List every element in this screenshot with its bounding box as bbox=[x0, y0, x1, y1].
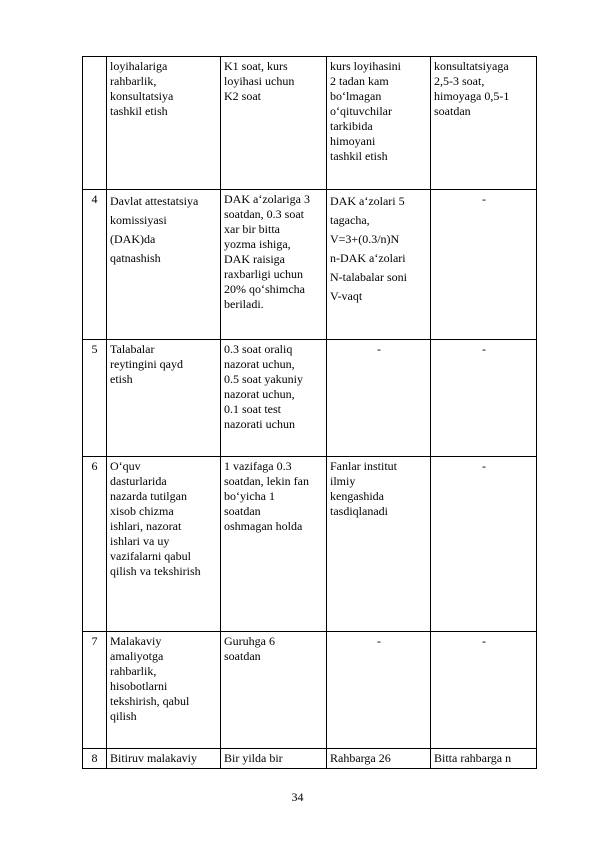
activity-cell: Malakaviy amaliyotga rahbarlik, hisobotlarni tekshirish, qabul qilish bbox=[107, 632, 221, 749]
activity-cell: O‘quv dasturlarida nazarda tutilgan xisob chizma ishlari, nazorat ishlari va uy vazifalarni qabul qilish va tekshirish bbox=[107, 457, 221, 632]
extra-cell: - bbox=[431, 632, 537, 749]
note-cell: DAK a‘zolari 5 tagacha, V=3+(0.3/n)N n-DAK a‘zolari N-talabalar soni V-vaqt bbox=[327, 190, 431, 340]
activity-cell: Talabalar reytingini qayd etish bbox=[107, 340, 221, 457]
extra-cell: - bbox=[431, 190, 537, 340]
norm-cell: 1 vazifaga 0.3 soatdan, lekin fan bo‘yicha 1 soatdan oshmagan holda bbox=[221, 457, 327, 632]
extra-cell: - bbox=[431, 457, 537, 632]
row-number: 7 bbox=[83, 632, 107, 749]
page-number: 34 bbox=[291, 790, 304, 804]
note-cell: - bbox=[327, 632, 431, 749]
extra-cell: konsultatsiyaga 2,5-3 soat, himoyaga 0,5-1 soatdan bbox=[431, 57, 537, 190]
norm-cell: K1 soat, kurs loyihasi uchun K2 soat bbox=[221, 57, 327, 190]
note-cell: - bbox=[327, 340, 431, 457]
table-row bbox=[83, 632, 537, 749]
row-number: 4 bbox=[83, 190, 107, 340]
table-row bbox=[83, 749, 537, 769]
note-cell: kurs loyihasini 2 tadan kam bo‘lmagan o‘qituvchilar tarkibida himoyani tashkil etish bbox=[327, 57, 431, 190]
note-cell: Rahbarga 26 bbox=[327, 749, 431, 769]
table-row bbox=[83, 57, 537, 190]
row-number: 6 bbox=[83, 457, 107, 632]
activity-cell: loyihalariga rahbarlik, konsultatsiya tashkil etish bbox=[107, 57, 221, 190]
table-row bbox=[83, 457, 537, 632]
norm-cell: 0.3 soat oraliq nazorat uchun, 0.5 soat yakuniy nazorat uchun, 0.1 soat test nazorati uchun bbox=[221, 340, 327, 457]
extra-cell: Bitta rahbarga n bbox=[431, 749, 537, 769]
extra-cell: - bbox=[431, 340, 537, 457]
row-number bbox=[83, 57, 107, 190]
workload-table bbox=[82, 56, 537, 769]
table-row bbox=[83, 190, 537, 340]
row-number: 8 bbox=[83, 749, 107, 769]
norm-cell: DAK a‘zolariga 3 soatdan, 0.3 soat xar bir bitta yozma ishiga, DAK raisiga raxbarligi uchun 20% qo‘shimcha beriladi. bbox=[221, 190, 327, 340]
activity-cell: Bitiruv malakaviy bbox=[107, 749, 221, 769]
norm-cell: Guruhga 6 soatdan bbox=[221, 632, 327, 749]
norm-cell: Bir yilda bir bbox=[221, 749, 327, 769]
table-row bbox=[83, 340, 537, 457]
note-cell: Fanlar institut ilmiy kengashida tasdiqlanadi bbox=[327, 457, 431, 632]
activity-cell: Davlat attestatsiya komissiyasi (DAK)da qatnashish bbox=[107, 190, 221, 340]
row-number: 5 bbox=[83, 340, 107, 457]
